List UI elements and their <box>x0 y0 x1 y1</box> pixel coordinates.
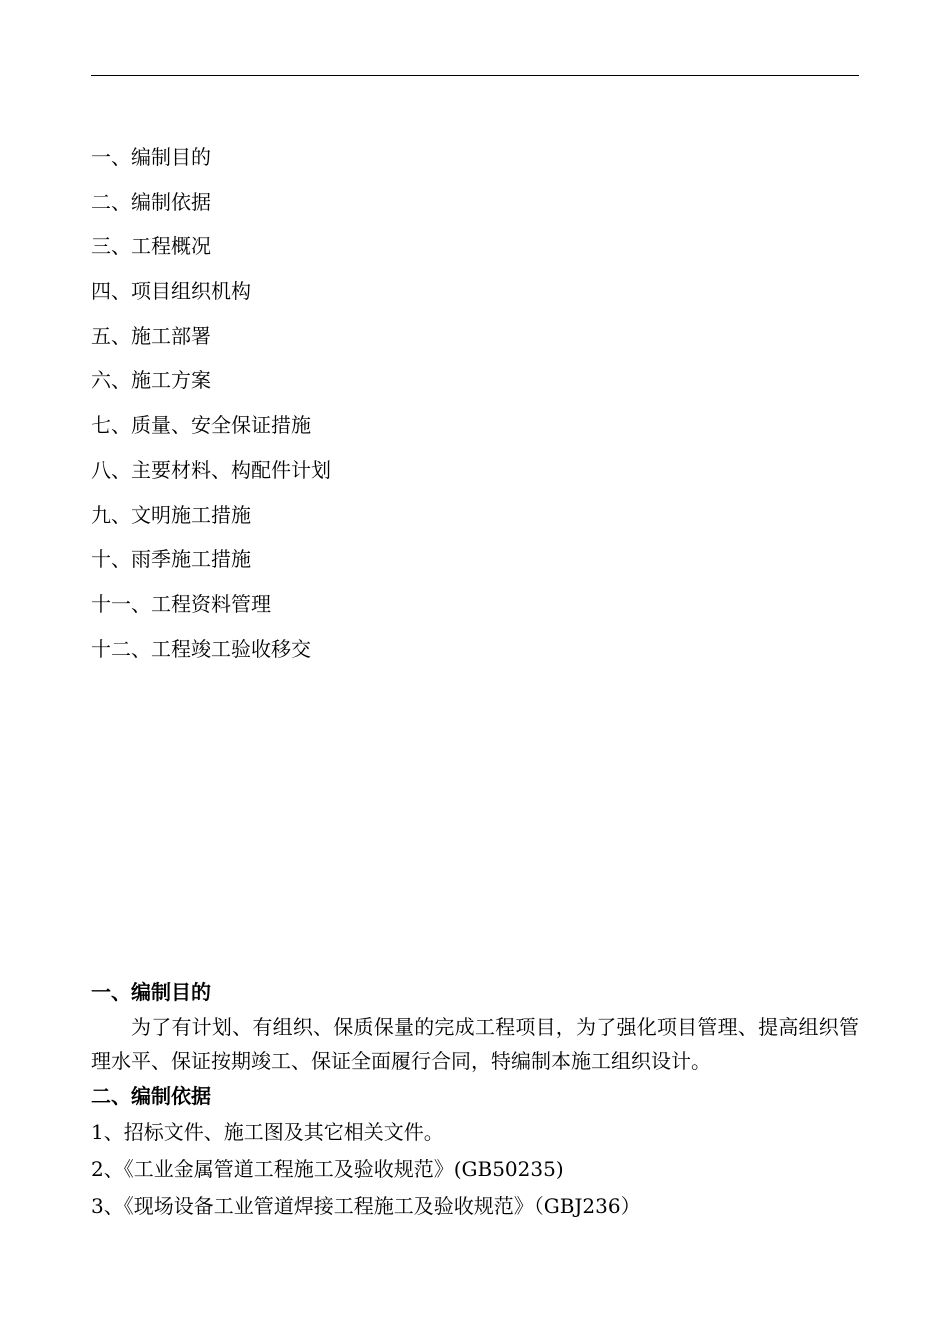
header-rule <box>91 75 859 76</box>
toc-item: 四、项目组织机构 <box>91 279 251 304</box>
document-body <box>91 974 859 1225</box>
basis-item: 1、招标文件、施工图及其它相关文件。 <box>91 1120 444 1144</box>
toc-item: 七、质量、安全保证措施 <box>91 413 311 438</box>
toc-item: 三、工程概况 <box>91 234 211 259</box>
purpose-paragraph: 为了有计划、有组织、保质保量的完成工程项目，为了强化项目管理、提高组织管理水平、保证按期竣工、保证全面履行合同，特编制本施工组织设计。 <box>91 1015 859 1073</box>
toc-item: 五、施工部署 <box>91 323 211 348</box>
toc-item: 二、编制依据 <box>91 189 211 214</box>
section-heading-basis: 二、编制依据 <box>91 1084 211 1108</box>
basis-item: 3、《现场设备工业管道焊接工程施工及验收规范》（GBJ236） <box>91 1194 641 1218</box>
toc-item: 十一、工程资料管理 <box>91 591 271 616</box>
toc-item: 八、主要材料、构配件计划 <box>91 457 331 482</box>
toc-item: 十二、工程竣工验收移交 <box>91 636 311 661</box>
basis-list <box>91 1114 859 1225</box>
toc-item: 六、施工方案 <box>91 368 211 393</box>
section-heading-purpose: 一、编制目的 <box>91 980 211 1004</box>
basis-item: 2、《工业金属管道工程施工及验收规范》(GB50235) <box>91 1157 564 1181</box>
toc-item: 九、文明施工措施 <box>91 502 251 527</box>
toc-item: 一、编制目的 <box>91 145 211 169</box>
toc-item: 十、雨季施工措施 <box>91 547 251 572</box>
table-of-contents <box>91 138 859 674</box>
